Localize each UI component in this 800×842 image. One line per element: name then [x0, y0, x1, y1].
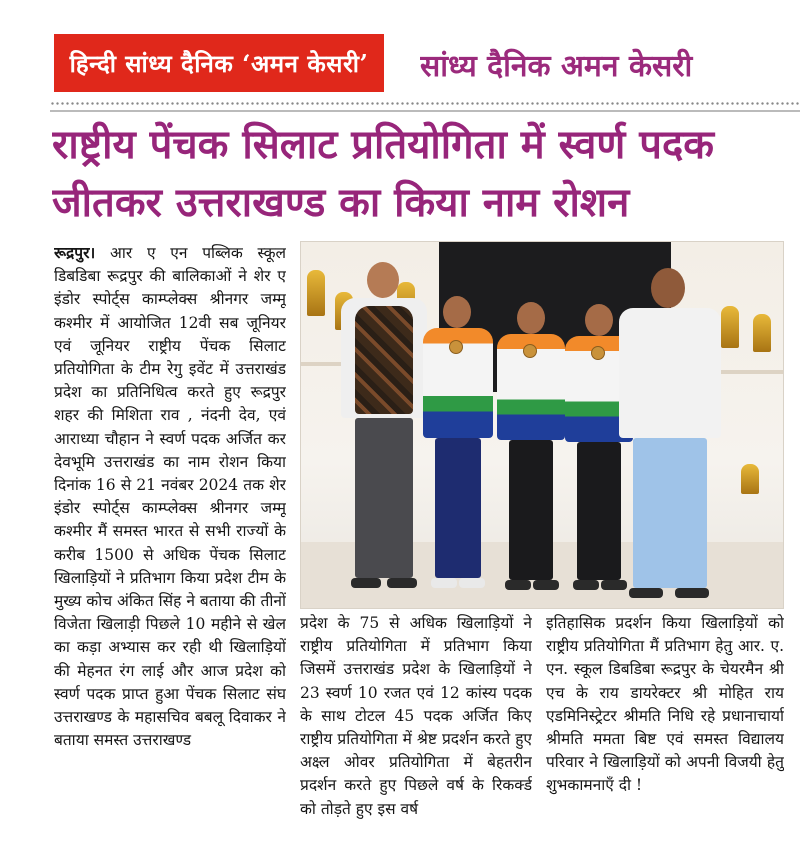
column-2-text: प्रदेश के 75 से अधिक खिलाड़ियों ने राष्ट्रीय प्रतियोगिता में प्रतिभाग किया जिसमें उत्तराखंड प्रदेश के खिलाड़ियों ने 23 स्वर्ण 10 रजत एवं 12 कांस्य पदक के साथ टोटल 45 पदक अर्जित किए राष्ट्रीय प्रतियोगिता में श्रेष्ट प्रदर्शन करते हुए अक्ष्ल ओवर प्रतियोगिता में बेहतरीन प्रदर्शन करते हुए पिछले वर्ष के रिकर्क्ड को तोड़ते हुए इस वर्ष	[300, 614, 532, 818]
trophy-icon	[307, 270, 325, 316]
trophy-icon	[721, 306, 739, 348]
masthead-left-title: हिन्दी सांध्य दैनिक ‘अमन केसरी’	[69, 48, 369, 78]
masthead-right-title: सांध्य दैनिक अमन केसरी	[420, 49, 693, 84]
trophy-icon	[741, 464, 759, 494]
article-column-3	[546, 612, 784, 838]
article-photo	[300, 241, 784, 609]
headline-line-1: राष्ट्रीय पेंचक सिलाट प्रतियोगिता में स्वर्ण पदक	[52, 122, 714, 168]
column-1-text: आर ए एन पब्लिक स्कूल डिबडिबा रूद्रपुर की बालिकाओं ने शेर ए इंडोर स्पोर्ट्स काम्प्लेक्स श्रीनगर जम्मू कश्मीर में आयोजित 12वी सब जूनियर एवं जूनियर राष्ट्रीय पेंचक सिलाट प्रतियोगिता के टीम रेगु इवेंट में उत्तराखंड प्रदेश का प्रतिनिधित्व करते हुए रूद्रपुर शहर की मिशिता राव , नंदनी देव, एवं आराध्या चौहान ने स्वर्ण पदक अर्जित कर देवभूमि उत्तराखंड का नाम रोशन किया दिनांक 16 से 21 नवंबर 2024 तक शेर इंडोर स्पोर्ट्स काम्प्लेक्स श्रीनगर जम्मू कश्मीर मैं समस्त भारत से सभी राज्यों के करीब 1500 से अधिक पेंचक सिलाट खिलाड़ियों ने प्रतिभाग किया प्रदेश टीम के मुख्य कोच अंकित सिंह ने बताया की तीनों विजेता खिलाड़ी पिछले 10 महीने से खेल का कड़ा अभ्यास कर रही थी खिलाड़ियों की मेहनत रंग लाई और आज प्रदेश को स्वर्ण पदक प्राप्त हुआ पेंचक सिलाट संघ उत्तराखण्ड के महासचिव बबलू दिवाकर ने बताया समस्त उत्तराखण्ड	[54, 244, 286, 750]
article-column-1	[54, 241, 286, 839]
masthead-left-badge	[54, 34, 384, 92]
article-dateline: रूद्रपुर।	[54, 243, 96, 262]
article-headline	[52, 116, 792, 232]
masthead-dotted-rule	[50, 101, 800, 107]
headline-line-2: जीतकर उत्तराखण्ड का किया नाम रोशन	[52, 180, 630, 226]
masthead-rule	[50, 110, 800, 112]
column-3-text: इतिहासिक प्रदर्शन किया खिलाड़ियों को राष्ट्रीय प्रतियोगिता मैं प्रतिभाग हेतु आर. ए. एन. स्कूल डिबडिबा रूद्रपुर के चेयरमैन श्री एच के राय डायरेक्टर श्री मोहित राय एडमिनिस्ट्रेटर श्रीमति निधि रहे प्रधानाचार्या श्रीमति ममता बिष्ट एवं समस्त विद्यालय परिवार ने खिलाड़ियों को अपनी विजयी हेतु शुभकामनाएँ दी !	[546, 614, 784, 795]
trophy-icon	[753, 314, 771, 352]
article-column-2	[300, 612, 532, 838]
